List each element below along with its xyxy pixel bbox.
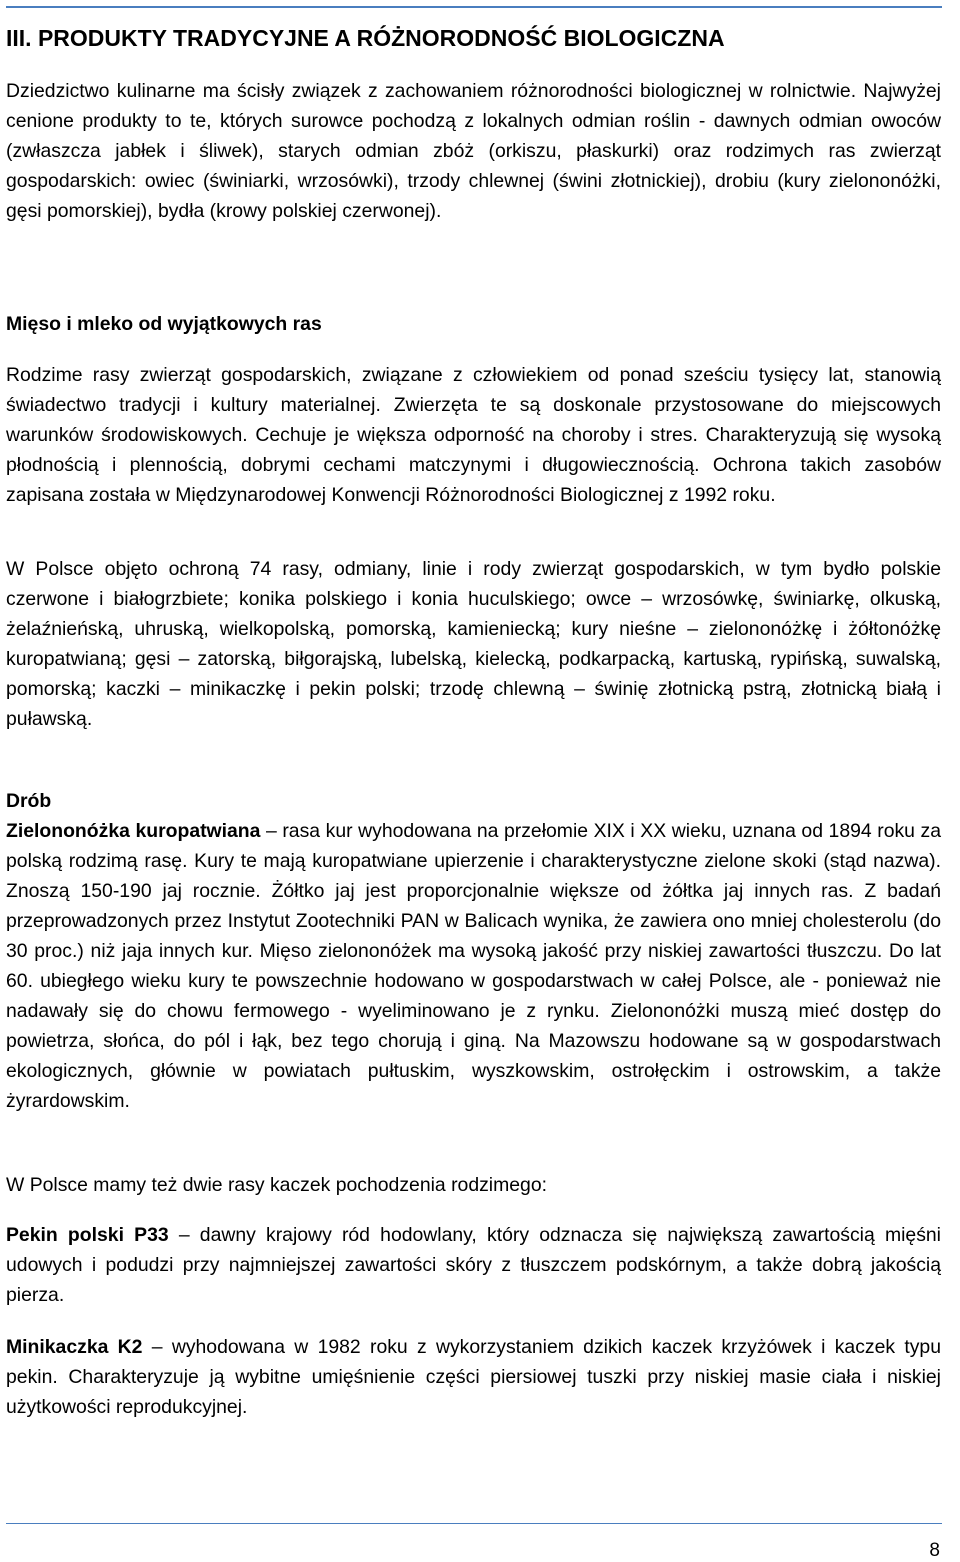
zielononozka-name: Zielononóżka kuropatwiana: [6, 820, 261, 842]
page-number: 8: [929, 1540, 940, 1561]
breeds-paragraph-1: Rodzime rasy zwierząt gospodarskich, związane z człowiekiem od ponad sześciu tysięcy lat, stanowią świadectwo tradycji i kultury materialnej. Zwierzęta te są doskonale przystosowane do miejscowych warunków środowiskowych. Cechuje je większa odporność na choroby i stres. Charakteryzują się wysoką płodnością i plennością, dobrymi cechami matczynymi i długowiecznością. Ochrona takich zasobów zapisana została w Międzynarodowej Konwencji Różnorodności Biologicznej z 1992 roku.: [6, 364, 941, 506]
meat-milk-heading: Mięso i mleko od wyjątkowych ras: [6, 313, 322, 335]
zielononozka-paragraph: [6, 816, 941, 1116]
pekin-text: – dawny krajowy ród hodowlany, który odznacza się największą zawartością mięśni udowych i podudzi przy najmniejszej zawartości skóry z tłuszczem podskórnym, a także dobrą jakością pierza.: [6, 1224, 941, 1306]
section-title: III. PRODUKTY TRADYCYJNE A RÓŻNORODNOŚĆ BIOLOGICZNA: [6, 25, 725, 51]
pekin-paragraph: [6, 1220, 941, 1310]
bottom-rule: [6, 1523, 942, 1524]
minikaczka-text: – wyhodowana w 1982 roku z wykorzystaniem dzikich kaczek krzyżówek i kaczek typu pekin. Charakteryzuje ją wybitne umięśnienie części piersiowej tuszki przy niskiej masie ciała i niskiej użytkowości reprodukcyjnej.: [6, 1336, 941, 1418]
pekin-name: Pekin polski P33: [6, 1224, 169, 1246]
minikaczka-paragraph: [6, 1332, 941, 1422]
top-rule: [6, 6, 942, 8]
poultry-heading: Drób: [6, 790, 52, 812]
breeds-paragraph-2: W Polsce objęto ochroną 74 rasy, odmiany, linie i rody zwierząt gospodarskich, w tym bydło polskie czerwone i białogrzbiete; konika polskiego i konia huculskiego; owce – wrzosówkę, świniarkę, olkuską, żelaźnieńską, uhruską, wielkopolską, pomorską, kamieniecką; kury nieśne – zielononóżkę i żółtonóżkę kuropatwianą; gęsi – zatorską, biłgorajską, lubelską, kielecką, podkarpacką, kartuską, rypińską, suwalską, pomorską; kaczki – minikaczkę i pekin polski; trzodę chlewną – świnię złotnicką pstrą, złotnicką białą i puławską.: [6, 558, 941, 730]
minikaczka-name: Minikaczka K2: [6, 1336, 143, 1358]
zielononozka-text: – rasa kur wyhodowana na przełomie XIX i XX wieku, uznana od 1894 roku za polską rodzimą rasę. Kury te mają kuropatwiane upierzenie i charakterystyczne zielone skoki (stąd nazwa). Znoszą 150-190 jaj rocznie. Żółtko jaj jest proporcjonalnie większe od żółtka jaj innych ras. Z badań przeprowadzonych przez Instytut Zootechniki PAN w Balicach wynika, że zawiera ono mniej cholesterolu (do 30 proc.) niż jaja innych kur. Mięso zielononóżek ma wysoką jakość przy niskiej zawartości tłuszczu. Do lat 60. ubiegłego wieku kury te powszechnie hodowano w gospodarstwach w całej Polsce, ale - ponieważ nie nadawały się do chowu fermowego - wyeliminowano je z rynku. Zielononóżki muszą mieć dostęp do powietrza, słońca, do pól i łąk, bez tego chorują i giną. Na Mazowszu hodowane są w gospodarstwach ekologicznych, głównie w powiatach pułtuskim, wyszkowskim, ostrołęckim i ostrowskim, a także żyrardowskim.: [6, 820, 941, 1112]
ducks-intro: W Polsce mamy też dwie rasy kaczek pochodzenia rodzimego:: [6, 1174, 548, 1196]
intro-paragraph: Dziedzictwo kulinarne ma ścisły związek z zachowaniem różnorodności biologicznej w rolnictwie. Najwyżej cenione produkty to te, których surowce pochodzą z lokalnych odmian roślin - dawnych odmian owoców (zwłaszcza jabłek i śliwek), starych odmian zbóż (orkiszu, płaskurki) oraz rodzimych ras zwierząt gospodarskich: owiec (świniarki, wrzosówki), trzody chlewnej (świni złotnickiej), drobiu (kury zielononóżki, gęsi pomorskiej), bydła (krowy polskiej czerwonej).: [6, 80, 941, 222]
